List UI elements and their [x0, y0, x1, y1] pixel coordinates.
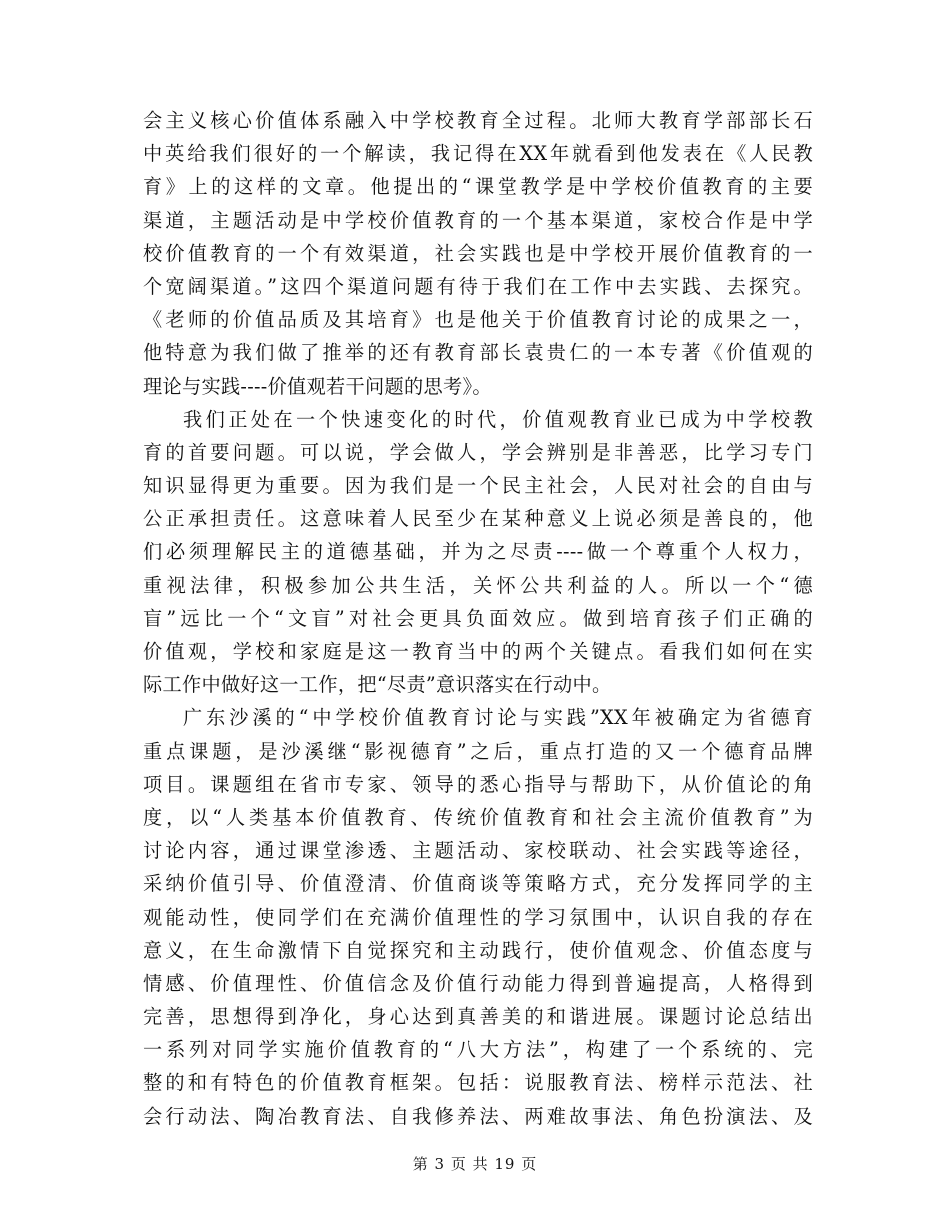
text-line: 重视法律，积极参加公共生活，关怀公共利益的人。所以一个“德	[143, 573, 813, 597]
text-line: 价值观，学校和家庭是这一教育当中的两个关键点。看我们如何在实	[143, 640, 813, 663]
body-text	[143, 104, 813, 1133]
paragraph-first-line: 广东沙溪的“中学校价值教育讨论与实践”XX年被确定为省德育	[183, 706, 813, 730]
text-line: 项目。课题组在省市专家、领导的悉心指导与帮助下，从价值论的角	[143, 772, 813, 796]
text-line: 知识显得更为重要。因为我们是一个民主社会，人民对社会的自由与	[143, 474, 813, 498]
text-line: 育》上的这样的文章。他提出的“课堂教学是中学校价值教育的主要	[143, 175, 813, 199]
text-line: 们必须理解民主的道德基础，并为之尽责----做一个尊重个人权力，	[143, 540, 813, 564]
text-line: 公正承担责任。这意味着人民至少在某种意义上说必须是善良的，他	[143, 507, 813, 531]
text-line: 重点课题，是沙溪继“影视德育”之后，重点打造的又一个德育品牌	[143, 739, 813, 763]
text-line: 一系列对同学实施价值教育的“八大方法”，构建了一个系统的、完	[143, 1038, 813, 1062]
page-number-footer: 第 3 页 共 19 页	[412, 1155, 538, 1173]
paragraph-first-line: 我们正处在一个快速变化的时代，价值观教育业已成为中学校教	[183, 407, 813, 431]
text-line: 中英给我们很好的一个解读，我记得在XX年就看到他发表在《人民教	[143, 142, 813, 166]
text-line: 个宽阔渠道。”这四个渠道问题有待于我们在工作中去实践、去探究。	[143, 274, 813, 298]
text-line: 盲”远比一个“文盲”对社会更具负面效应。做到培育孩子们正确的	[143, 606, 813, 630]
text-line: 意义，在生命激情下自觉探究和主动践行，使价值观念、价值态度与	[143, 938, 813, 962]
text-line: 讨论内容，通过课堂渗透、主题活动、家校联动、社会实践等途径，	[143, 839, 813, 863]
text-line: 会主义核心价值体系融入中学校教育全过程。北师大教育学部部长石	[143, 109, 813, 132]
text-line: 情感、价值理性、价值信念及价值行动能力得到普遍提高，人格得到	[143, 971, 813, 995]
text-line: 育的首要问题。可以说，学会做人，学会辨别是非善恶，比学习专门	[143, 440, 813, 464]
text-line: 《老师的价值品质及其培育》也是他关于价值教育讨论的成果之一，	[143, 308, 813, 332]
text-line: 度，以“人类基本价值教育、传统价值教育和社会主流价值教育”为	[143, 805, 813, 829]
text-line: 他特意为我们做了推举的还有教育部长袁贵仁的一本专著《价值观的	[143, 341, 813, 365]
text-line: 采纳价值引导、价值澄清、价值商谈等策略方式，充分发挥同学的主	[143, 872, 813, 896]
text-line: 校价值教育的一个有效渠道，社会实践也是中学校开展价值教育的一	[143, 241, 813, 265]
text-line: 渠道，主题活动是中学校价值教育的一个基本渠道，家校合作是中学	[143, 208, 813, 232]
text-line: 理论与实践----价值观若干问题的思考》。	[143, 374, 492, 398]
text-line: 际工作中做好这一工作，把“尽责”意识落实在行动中。	[143, 673, 612, 697]
text-line: 完善，思想得到净化，身心达到真善美的和谐进展。课题讨论总结出	[143, 1005, 813, 1029]
text-line: 会行动法、陶冶教育法、自我修养法、两难故事法、角色扮演法、及	[143, 1104, 813, 1128]
text-line: 观能动性，使同学们在充满价值理性的学习氛围中，认识自我的存在	[143, 905, 813, 929]
text-line: 整的和有特色的价值教育框架。包括：说服教育法、榜样示范法、社	[143, 1071, 813, 1095]
